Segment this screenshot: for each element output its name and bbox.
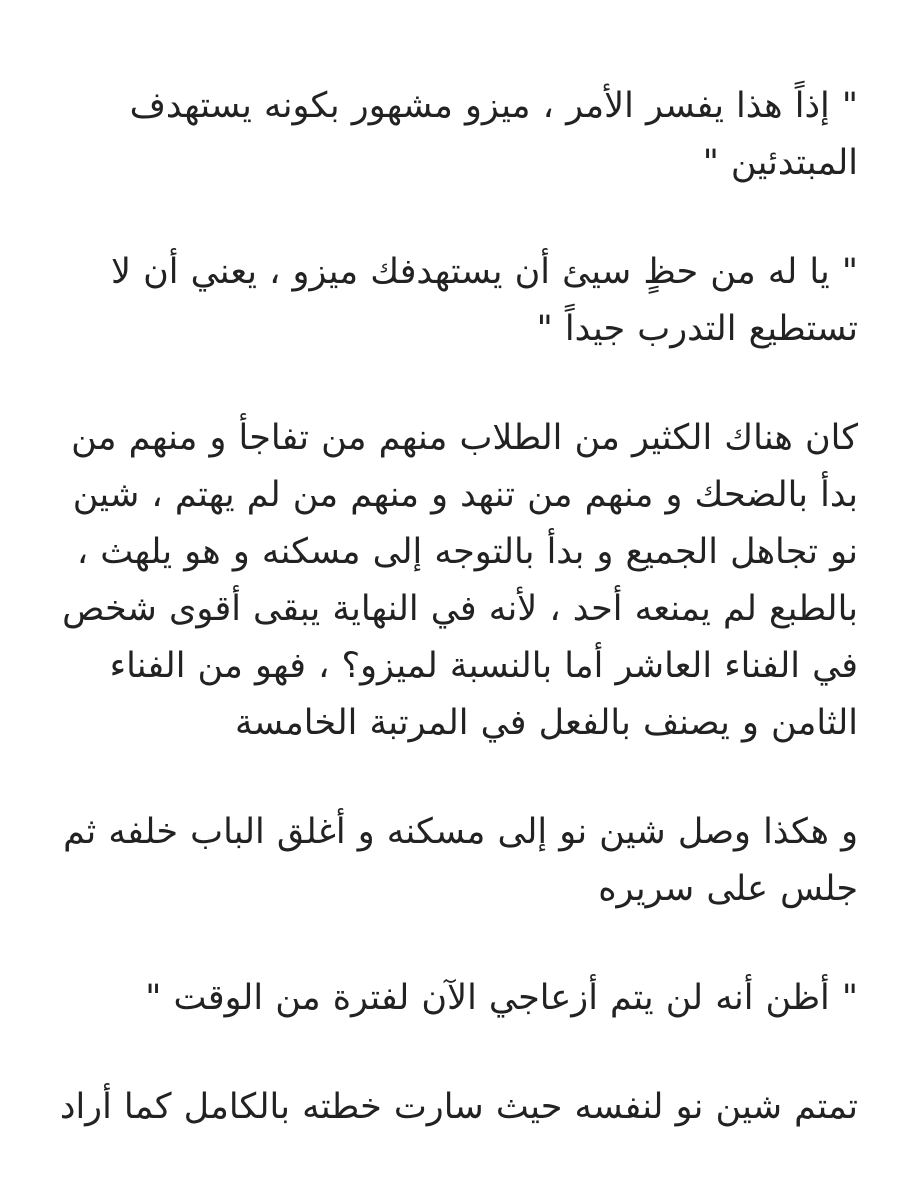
paragraph-dialogue-3: " أظن أنه لن يتم أزعاجي الآن لفترة من الوقت " — [145, 978, 858, 1018]
paragraph-narration-1: كان هناك الكثير من الطلاب منهم من تفاجأ و منهم من بدأ بالضحك و منهم من تنهد و منهم من لم يهتم ، شين نو تجاهل الجميع و بدأ بالتوجه إلى مسكنه و هو يلهث ، بالطبع لم يمنعه أحد ، لأنه في النهاية يبقى أقوى شخص في الفناء العاشر أما بالنسبة لميزو؟ ، فهو من الفناء الثامن و يصنف بالفعل في المرتبة الخامسة — [62, 418, 858, 743]
paragraph-narration-3: تمتم شين نو لنفسه حيث سارت خطته بالكامل كما أراد — [59, 1087, 858, 1127]
paragraph-dialogue-2: " يا له من حظٍ سيئ أن يستهدفك ميزو ، يعني أن لا تستطيع التدرب جيداً " — [111, 252, 858, 349]
paragraph-narration-2: و هكذا وصل شين نو إلى مسكنه و أغلق الباب خلفه ثم جلس على سريره — [63, 812, 858, 909]
paragraph-dialogue-1: " إذاً هذا يفسر الأمر ، ميزو مشهور بكونه يستهدف المبتدئين " — [129, 86, 858, 183]
